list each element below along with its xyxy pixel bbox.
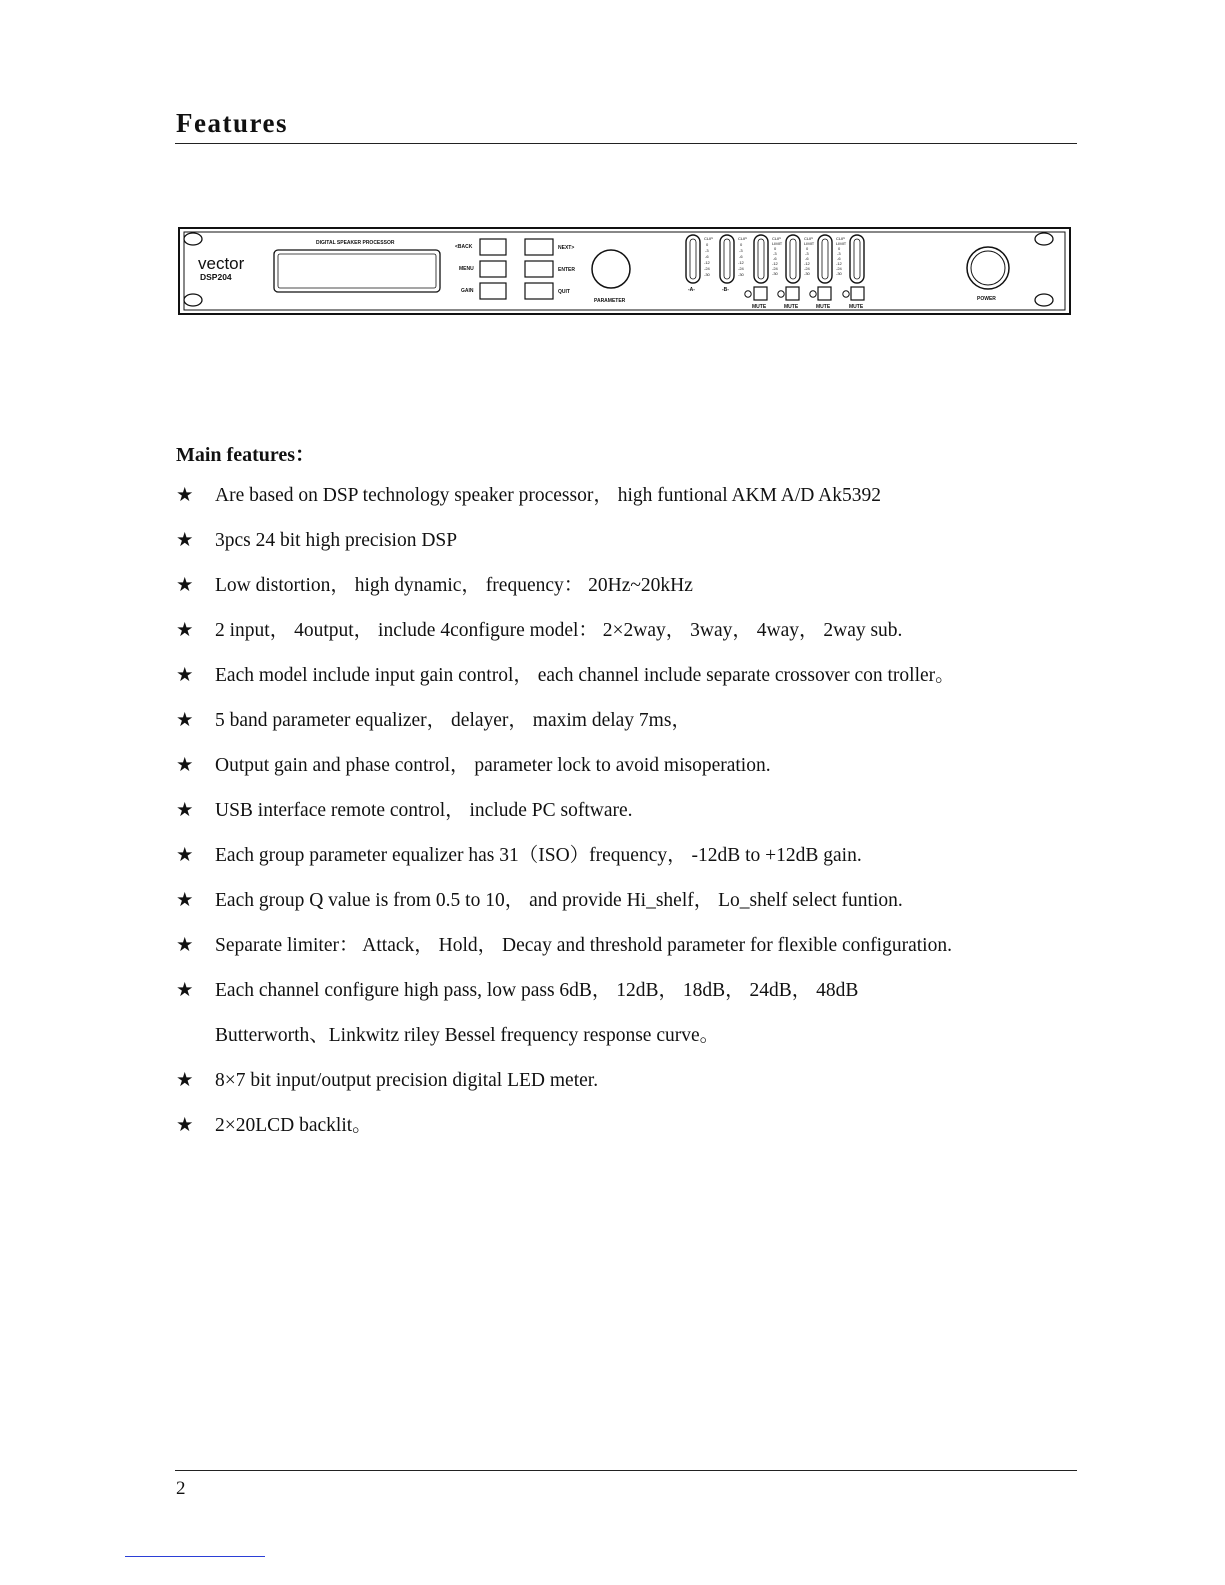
scale-2-1: LIMIT	[804, 241, 815, 246]
mute-label-3: MUTE	[816, 304, 831, 310]
feature-item	[176, 797, 1076, 842]
scale-b-2: -3	[739, 248, 743, 253]
star-bullet-icon: ★	[176, 575, 194, 596]
mute-label-4: MUTE	[849, 304, 864, 310]
scale-a-1: 0	[706, 242, 709, 247]
feature-item	[176, 1112, 1076, 1157]
feature-item	[176, 617, 1076, 662]
feature-item	[176, 842, 1076, 887]
scale-1-0: CLIP	[772, 236, 781, 241]
scale-a-0: CLIP	[704, 236, 713, 241]
feature-text: 2 input， 4output， include 4configure model： 2×2way， 3way， 4way， 2way sub.	[215, 620, 903, 641]
feature-text: Are based on DSP technology speaker processor， high funtional AKM A/D Ak5392	[215, 485, 881, 506]
feature-item	[176, 887, 1076, 932]
scale-b-0: CLIP	[738, 236, 747, 241]
input-a-label: -A-	[688, 287, 695, 293]
scale-b-4: -12	[738, 260, 744, 265]
feature-text: Each group Q value is from 0.5 to 10， and provide Hi_shelf， Lo_shelf select funtion.	[215, 890, 903, 911]
feature-text: Each channel configure high pass, low pass 6dB， 12dB， 18dB， 24dB， 48dB	[215, 980, 859, 1001]
feature-text: 5 band parameter equalizer， delayer， maxim delay 7ms，	[215, 710, 691, 731]
scale-2-3: -3	[805, 251, 809, 256]
feature-item	[176, 977, 1076, 1022]
star-bullet-icon: ★	[176, 620, 194, 641]
scale-1-2: 0	[774, 246, 777, 251]
scale-3-6: -24	[836, 266, 842, 271]
model-name: DSP204	[200, 272, 232, 282]
feature-item	[176, 932, 1076, 977]
parameter-knob-label: PARAMETER	[594, 298, 626, 304]
next-button-label: NEXT>	[558, 245, 575, 251]
star-bullet-icon: ★	[176, 485, 194, 506]
scale-a-3: -6	[705, 254, 709, 259]
scale-b-6: -30	[738, 272, 744, 277]
gain-button-label: GAIN	[461, 288, 474, 294]
star-bullet-icon: ★	[176, 530, 194, 551]
features-list	[176, 482, 1076, 1157]
scale-a-2: -3	[705, 248, 709, 253]
scale-3-3: -3	[837, 251, 841, 256]
feature-text: Butterworth、Linkwitz riley Bessel frequency response curve。	[215, 1025, 720, 1046]
scale-3-0: CLIP	[836, 236, 845, 241]
star-bullet-icon: ★	[176, 1070, 194, 1091]
power-label: POWER	[977, 296, 996, 302]
feature-text: 2×20LCD backlit。	[215, 1115, 372, 1136]
star-bullet-icon: ★	[176, 755, 194, 776]
scale-1-1: LIMIT	[772, 241, 783, 246]
feature-text: Separate limiter： Attack， Hold， Decay and threshold parameter for flexible configuration.	[215, 935, 952, 956]
feature-text: Each model include input gain control， each channel include separate crossover con troller。	[215, 665, 955, 686]
feature-item	[176, 527, 1076, 572]
scale-2-4: -6	[805, 256, 809, 261]
scale-a-4: -12	[704, 260, 710, 265]
star-bullet-icon: ★	[176, 1115, 194, 1136]
scale-3-4: -6	[837, 256, 841, 261]
scale-2-6: -24	[804, 266, 810, 271]
scale-a-5: -24	[704, 266, 710, 271]
scale-1-3: -3	[773, 251, 777, 256]
star-bullet-icon: ★	[176, 800, 194, 821]
scale-2-5: -12	[804, 261, 810, 266]
page-number: 2	[176, 1478, 186, 1499]
feature-item	[176, 707, 1076, 752]
scale-1-4: -6	[773, 256, 777, 261]
mute-label-2: MUTE	[784, 304, 799, 310]
scale-3-7: -30	[836, 271, 842, 276]
footer-link-underline	[125, 1556, 265, 1557]
star-bullet-icon: ★	[176, 710, 194, 731]
display-label: DIGITAL SPEAKER PROCESSOR	[316, 240, 395, 246]
feature-text: 3pcs 24 bit high precision DSP	[215, 530, 458, 551]
scale-1-7: -30	[772, 271, 778, 276]
feature-text: 8×7 bit input/output precision digital LED meter.	[215, 1070, 599, 1091]
feature-text: Low distortion， high dynamic， frequency： 20Hz~20kHz	[215, 575, 693, 596]
star-bullet-icon: ★	[176, 935, 194, 956]
scale-3-2: 0	[838, 246, 841, 251]
feature-text: USB interface remote control， include PC software.	[215, 800, 633, 821]
scale-3-5: -12	[836, 261, 842, 266]
quit-button-label: QUIT	[558, 289, 570, 295]
scale-b-3: -6	[739, 254, 743, 259]
menu-button-label: MENU	[459, 266, 474, 272]
feature-item	[176, 572, 1076, 617]
feature-text: Output gain and phase control， parameter lock to avoid misoperation.	[215, 755, 771, 776]
page-title: Features	[176, 108, 288, 138]
scale-1-5: -12	[772, 261, 778, 266]
star-bullet-icon: ★	[176, 665, 194, 686]
feature-item	[176, 482, 1076, 527]
scale-b-1: 0	[740, 242, 743, 247]
feature-item	[176, 662, 1076, 707]
scale-2-0: CLIP	[804, 236, 813, 241]
back-button-label: <BACK	[455, 244, 473, 250]
feature-text: Each group parameter equalizer has 31（ISO）frequency， -12dB to +12dB gain.	[215, 845, 862, 866]
brand-logo: vector	[198, 254, 245, 273]
scale-1-6: -24	[772, 266, 778, 271]
feature-item	[176, 752, 1076, 797]
scale-3-1: LIMIT	[836, 241, 847, 246]
title-divider	[175, 143, 1077, 144]
star-bullet-icon: ★	[176, 980, 194, 1001]
scale-b-5: -24	[738, 266, 744, 271]
mute-label-1: MUTE	[752, 304, 767, 310]
scale-2-7: -30	[804, 271, 810, 276]
feature-item-continuation	[176, 1022, 1076, 1067]
scale-2-2: 0	[806, 246, 809, 251]
input-b-label: -B-	[722, 287, 729, 293]
main-features-heading: Main features：	[176, 444, 316, 466]
feature-item	[176, 1067, 1076, 1112]
enter-button-label: ENTER	[558, 267, 575, 273]
device-front-panel-illustration	[178, 227, 1071, 315]
star-bullet-icon: ★	[176, 845, 194, 866]
star-bullet-icon: ★	[176, 890, 194, 911]
footer-divider	[175, 1470, 1077, 1471]
scale-a-6: -30	[704, 272, 710, 277]
